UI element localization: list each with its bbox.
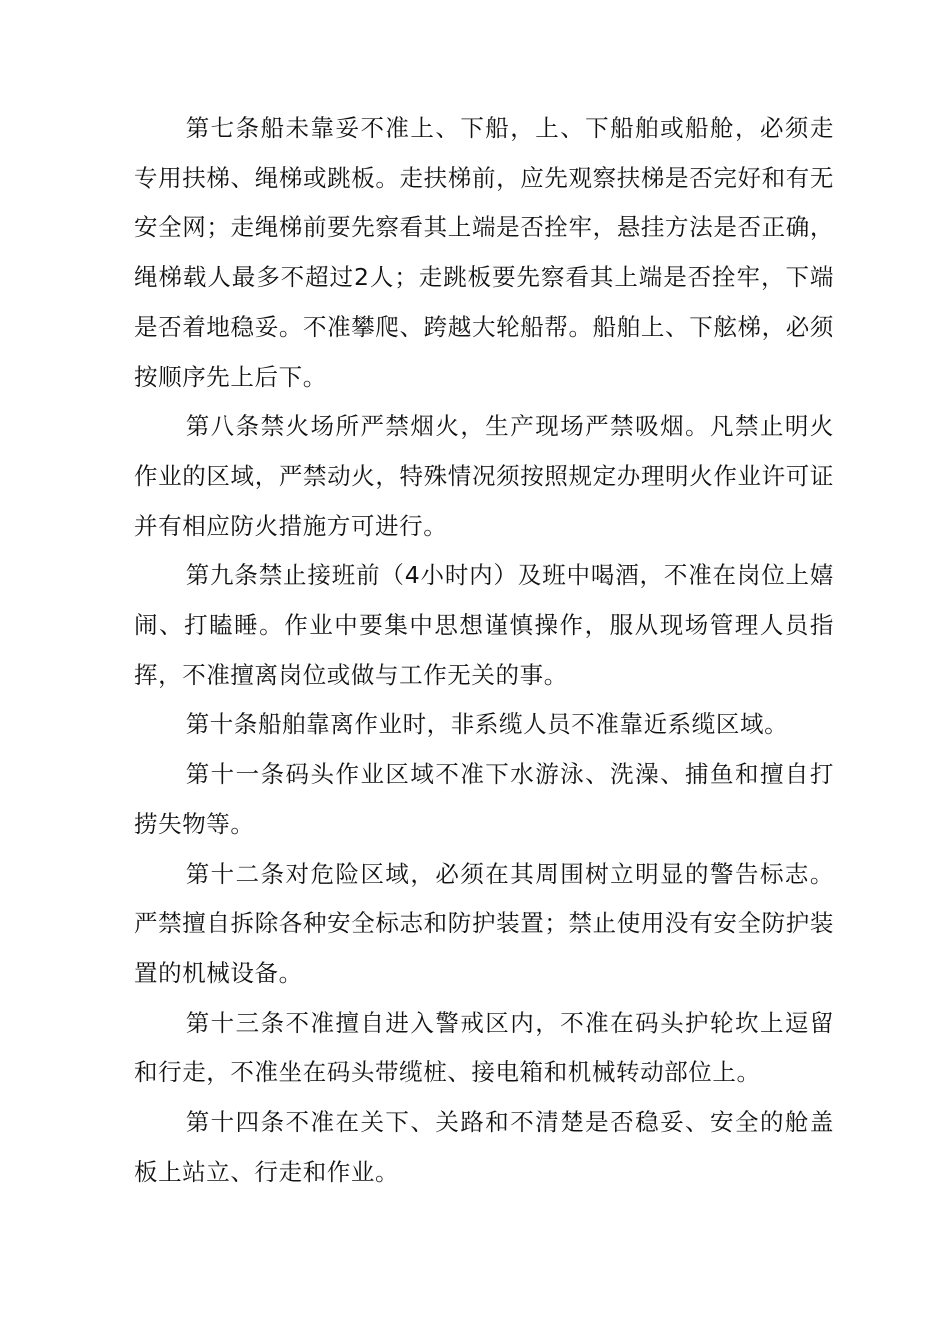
article-7: 第七条船未靠妥不准上、下船，上、下船舶或船舱，必须走专用扶梯、绳梯或跳板。走扶梯前，应先观察扶梯是否完好和有无安全网；走绳梯前要先察看其上端是否拴牢，悬挂方法是否正确，绳梯载人最多不超过2人；走跳板要先察看其上端是否拴牢，下端是否着地稳妥。不准攀爬、跨越大轮船帮。船舶上、下舷梯，必须按顺序先上后下。	[134, 114, 834, 391]
article-9: 第九条禁止接班前（4小时内）及班中喝酒，不准在岗位上嬉闹、打瞌睡。作业中要集中思想谨慎操作，服从现场管理人员指挥，不准擅离岗位或做与工作无关的事。	[134, 561, 834, 689]
article-8: 第八条禁火场所严禁烟火，生产现场严禁吸烟。凡禁止明火作业的区域，严禁动火，特殊情况须按照规定办理明火作业许可证并有相应防火措施方可进行。	[134, 412, 834, 540]
article-13: 第十三条不准擅自进入警戒区内，不准在码头护轮坎上逗留和行走，不准坐在码头带缆桩、接电箱和机械转动部位上。	[134, 1008, 834, 1087]
article-14: 第十四条不准在关下、关路和不清楚是否稳妥、安全的舱盖板上站立、行走和作业。	[134, 1108, 834, 1186]
document-body	[134, 104, 834, 1197]
article-11: 第十一条码头作业区域不准下水游泳、洗澡、捕鱼和擅自打捞失物等。	[134, 760, 834, 838]
article-10: 第十条船舶靠离作业时，非系缆人员不准靠近系缆区域。	[185, 710, 789, 739]
article-12: 第十二条对危险区域，必须在其周围树立明显的警告标志。严禁擅自拆除各种安全标志和防护装置；禁止使用没有安全防护装置的机械设备。	[134, 859, 834, 987]
